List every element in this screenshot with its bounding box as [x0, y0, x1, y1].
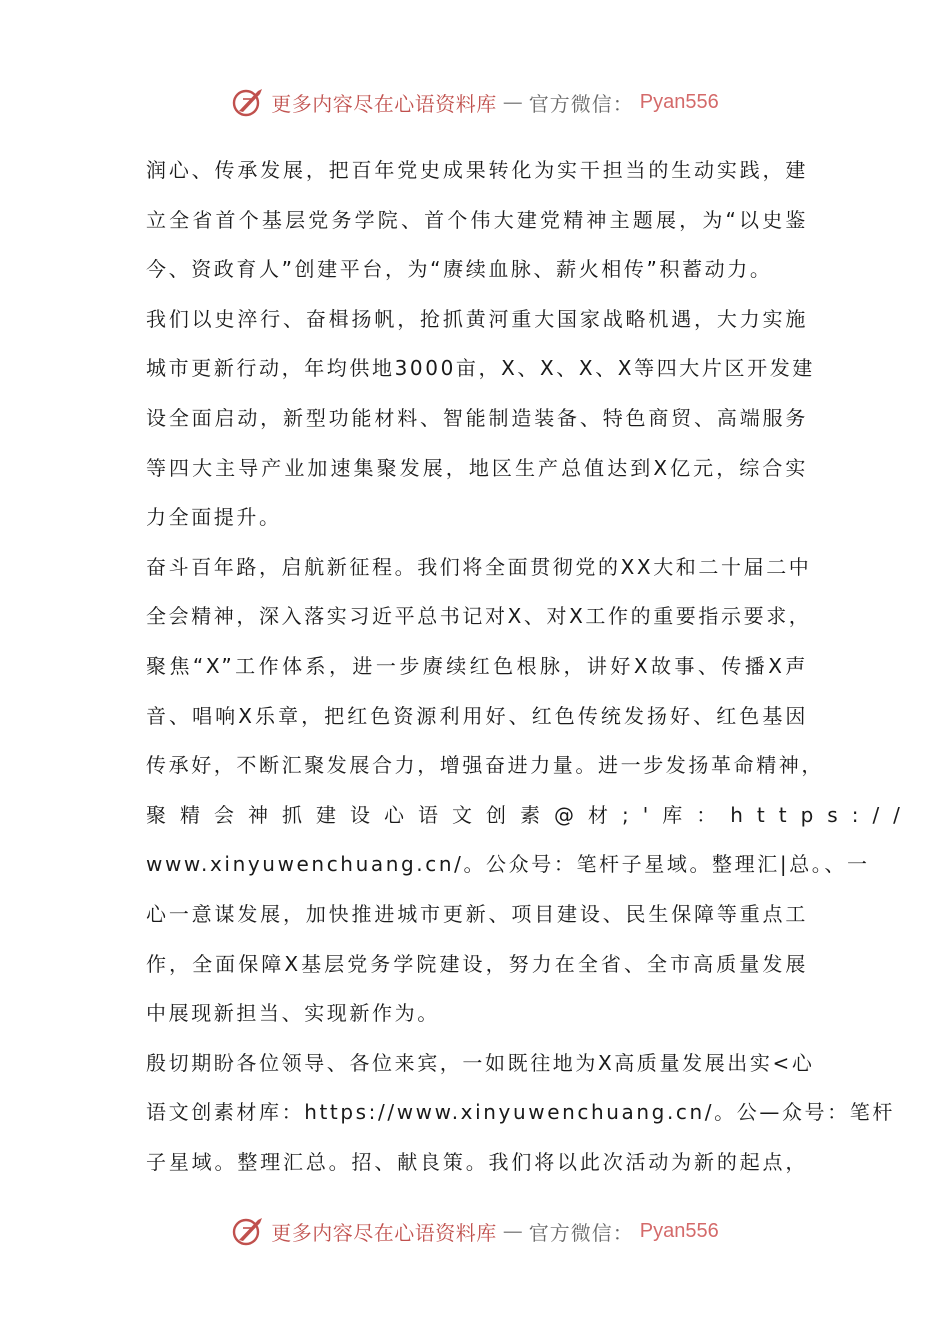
body-line: 语文创素材库：https://www.xinyuwenchuang.cn/。公—众号：笔杆 [146, 1100, 895, 1125]
body-line: 今、资政育人”创建平台，为“赓续血脉、薪火相传”积蓄动力。 [146, 257, 773, 282]
body-line: www.xinyuwenchuang.cn/。公众号：笔杆子星域。整理汇|总。、一 [146, 852, 870, 877]
body-line: 传承好，不断汇聚发展合力，增强奋进力量。进一步发扬革命精神， [146, 753, 824, 778]
body-line: 城市更新行动，年均供地3000亩，X、X、X、X等四大片区开发建 [146, 356, 815, 381]
body-line: 奋斗百年路，启航新征程。我们将全面贯彻党的XX大和二十届二中 [146, 554, 812, 579]
body-line: 立全省首个基层党务学院、首个伟大建党精神主题展，为“以史鉴 [146, 207, 808, 232]
body-line: 力全面提升。 [146, 505, 282, 530]
body-line: 我们以史淬行、奋楫扬帆，抢抓黄河重大国家战略机遇，大力实施 [146, 306, 808, 331]
body-line: 子星域。整理汇总。招、献良策。我们将以此次活动为新的起点， [146, 1149, 808, 1174]
banner-wechat-handle: Pyan556 [639, 90, 719, 113]
body-line: 润心、传承发展，把百年党史成果转化为实干担当的生动实践，建 [146, 158, 808, 182]
document-body [146, 146, 914, 1187]
body-line: 音、唱响X乐章，把红色资源利用好、红色传统发扬好、红色基因 [146, 703, 808, 728]
body-line: 聚焦“X”工作体系，进一步赓续红色根脉，讲好X故事、传播X声 [146, 653, 808, 678]
banner-dash: — [502, 90, 523, 114]
footer-watermark-banner [0, 1211, 950, 1251]
body-line: 作，全面保障X基层党务学院建设，努力在全省、全市高质量发展 [146, 951, 808, 976]
quill-logo-icon [231, 85, 265, 119]
quill-logo-icon [231, 1214, 265, 1248]
banner-brand-text: 更多内容尽在心语资料库 [271, 91, 497, 116]
banner-wechat-handle: Pyan556 [639, 1219, 719, 1242]
body-line: 设全面启动，新型功能材料、智能制造装备、特色商贸、高端服务 [146, 405, 808, 430]
banner-official-label: 官方微信： [528, 1220, 634, 1245]
banner-official-label: 官方微信： [528, 91, 634, 116]
body-line: 全会精神，深入落实习近平总书记对X、对X工作的重要指示要求， [146, 604, 812, 629]
header-watermark-banner [0, 82, 950, 122]
body-line: 等四大主导产业加速集聚发展，地区生产总值达到X亿元，综合实 [146, 455, 808, 480]
body-line: 殷切期盼各位领导、各位来宾，一如既往地为X高质量发展出实<心 [146, 1050, 815, 1075]
banner-brand-text: 更多内容尽在心语资料库 [271, 1220, 497, 1245]
body-line: 中展现新担当、实现新作为。 [146, 1001, 440, 1026]
body-line: 聚精会神抓建设心语文创素@材;'库：https:// [146, 802, 914, 827]
body-line: 心一意谋发展，加快推进城市更新、项目建设、民生保障等重点工 [146, 901, 808, 926]
banner-dash: — [502, 1219, 523, 1243]
